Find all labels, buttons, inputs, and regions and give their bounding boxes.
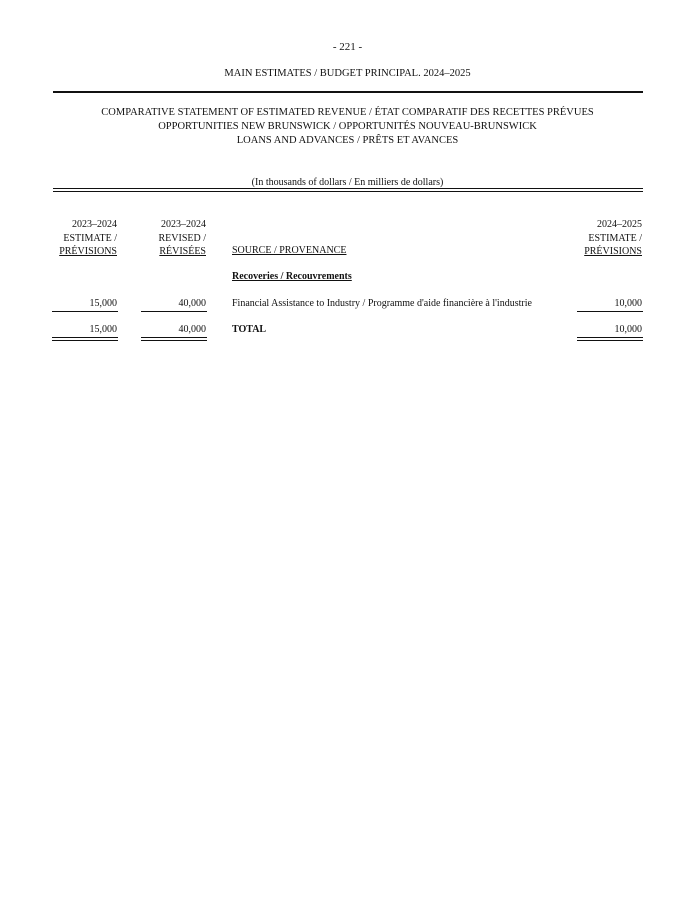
- column-header-label: ESTIMATE /: [588, 232, 642, 244]
- section-heading: Recoveries / Recouvrements: [232, 271, 352, 282]
- total-double-rule-revised-prior: [141, 337, 207, 341]
- subtotal-rule-estimate-prior: [52, 311, 118, 312]
- subtotal-rule-estimate-current: [577, 311, 643, 312]
- column-header-year: 2024–2025: [597, 219, 642, 230]
- table-top-double-rule: [53, 188, 643, 192]
- total-double-rule-estimate-current: [577, 337, 643, 341]
- subtotal-rule-revised-prior: [141, 311, 207, 312]
- row-source-description: Financial Assistance to Industry / Programme d'aide financière à l'industrie: [232, 298, 532, 309]
- statement-title-line-2: OPPORTUNITIES NEW BRUNSWICK / OPPORTUNITÉS NOUVEAU-BRUNSWICK: [158, 121, 537, 132]
- page-number: - 221 -: [332, 41, 363, 53]
- running-head: MAIN ESTIMATES / BUDGET PRINCIPAL. 2024–2025: [224, 68, 471, 79]
- column-header-estimate-prior: [55, 218, 117, 259]
- row-revised-prior-value: 40,000: [178, 298, 206, 309]
- statement-title-line-1: COMPARATIVE STATEMENT OF ESTIMATED REVENUE / ÉTAT COMPARATIF DES RECETTES PRÉVUES: [101, 107, 594, 118]
- column-header-estimate-current: [570, 218, 642, 259]
- row-estimate-current-value: 10,000: [614, 298, 642, 309]
- column-header-year: 2023–2024: [161, 219, 206, 230]
- column-header-label: REVISED /: [158, 232, 206, 244]
- column-header-year: 2023–2024: [72, 219, 117, 230]
- column-header-source: SOURCE / PROVENANCE: [232, 245, 347, 256]
- column-header-label-fr: RÉVISÉES: [159, 246, 206, 257]
- column-header-label: ESTIMATE /: [63, 232, 117, 244]
- row-estimate-prior-value: 15,000: [89, 298, 117, 309]
- statement-title-line-3: LOANS AND ADVANCES / PRÊTS ET AVANCES: [236, 135, 459, 146]
- total-revised-prior-value: 40,000: [178, 324, 206, 335]
- units-note: (In thousands of dollars / En milliers de dollars): [251, 177, 444, 188]
- header-rule: [53, 91, 643, 93]
- column-header-revised-prior: [140, 218, 206, 259]
- column-header-label-fr: PRÉVISIONS: [584, 246, 642, 257]
- total-double-rule-estimate-prior: [52, 337, 118, 341]
- total-estimate-prior-value: 15,000: [89, 324, 117, 335]
- total-estimate-current-value: 10,000: [614, 324, 642, 335]
- column-header-label-fr: PRÉVISIONS: [59, 246, 117, 257]
- total-label: TOTAL: [232, 324, 267, 335]
